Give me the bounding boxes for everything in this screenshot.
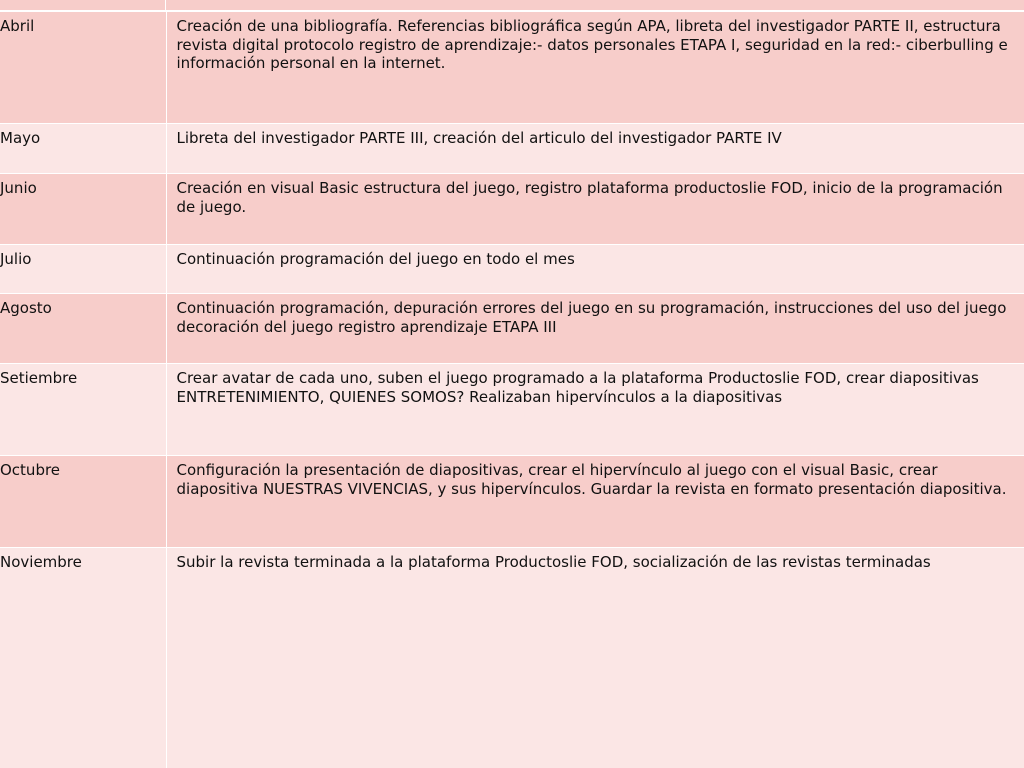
- activity-cell: Creación de una bibliografía. Referencias bibliográfica según APA, libreta del investigador PARTE II, estructura revista digital protocolo registro de aprendizaje:- datos personales ETAPA I, seguridad en la red:- ciberbulling e información personal en la internet.: [166, 12, 1024, 124]
- table-row: [0, 294, 1024, 364]
- previous-row-remainder: [0, 0, 1024, 11]
- month-cell: Agosto: [0, 294, 166, 364]
- activity-cell: Subir la revista terminada a la plataforma Productoslie FOD, socialización de las revistas terminadas: [166, 548, 1024, 768]
- activity-schedule-table: [0, 11, 1024, 768]
- table-row: [0, 12, 1024, 124]
- table-row: [0, 245, 1024, 294]
- activity-cell: Libreta del investigador PARTE III, creación del articulo del investigador PARTE IV: [166, 124, 1024, 174]
- month-cell: Setiembre: [0, 364, 166, 456]
- activity-cell: Crear avatar de cada uno, suben el juego programado a la plataforma Productoslie FOD, crear diapositivas ENTRETENIMIENTO, QUIENES SOMOS? Realizaban hipervínculos a la diapositivas: [166, 364, 1024, 456]
- activity-cell: Continuación programación del juego en todo el mes: [166, 245, 1024, 294]
- table-row: [0, 548, 1024, 768]
- activity-cell: Creación en visual Basic estructura del juego, registro plataforma productoslie FOD, inicio de la programación de juego.: [166, 174, 1024, 245]
- table-row: [0, 174, 1024, 245]
- activity-cell: Continuación programación, depuración errores del juego en su programación, instrucciones del uso del juego decoración del juego registro aprendizaje ETAPA III: [166, 294, 1024, 364]
- month-cell: Abril: [0, 12, 166, 124]
- table-row: [0, 456, 1024, 548]
- table-row: [0, 364, 1024, 456]
- column-divider: [165, 0, 166, 11]
- month-cell: Octubre: [0, 456, 166, 548]
- month-cell: Julio: [0, 245, 166, 294]
- activity-cell: Configuración la presentación de diapositivas, crear el hipervínculo al juego con el visual Basic, crear diapositiva NUESTRAS VIVENCIAS, y sus hipervínculos. Guardar la revista en formato presentación diapositiva.: [166, 456, 1024, 548]
- month-cell: Noviembre: [0, 548, 166, 768]
- month-cell: Junio: [0, 174, 166, 245]
- table-row: [0, 124, 1024, 174]
- month-cell: Mayo: [0, 124, 166, 174]
